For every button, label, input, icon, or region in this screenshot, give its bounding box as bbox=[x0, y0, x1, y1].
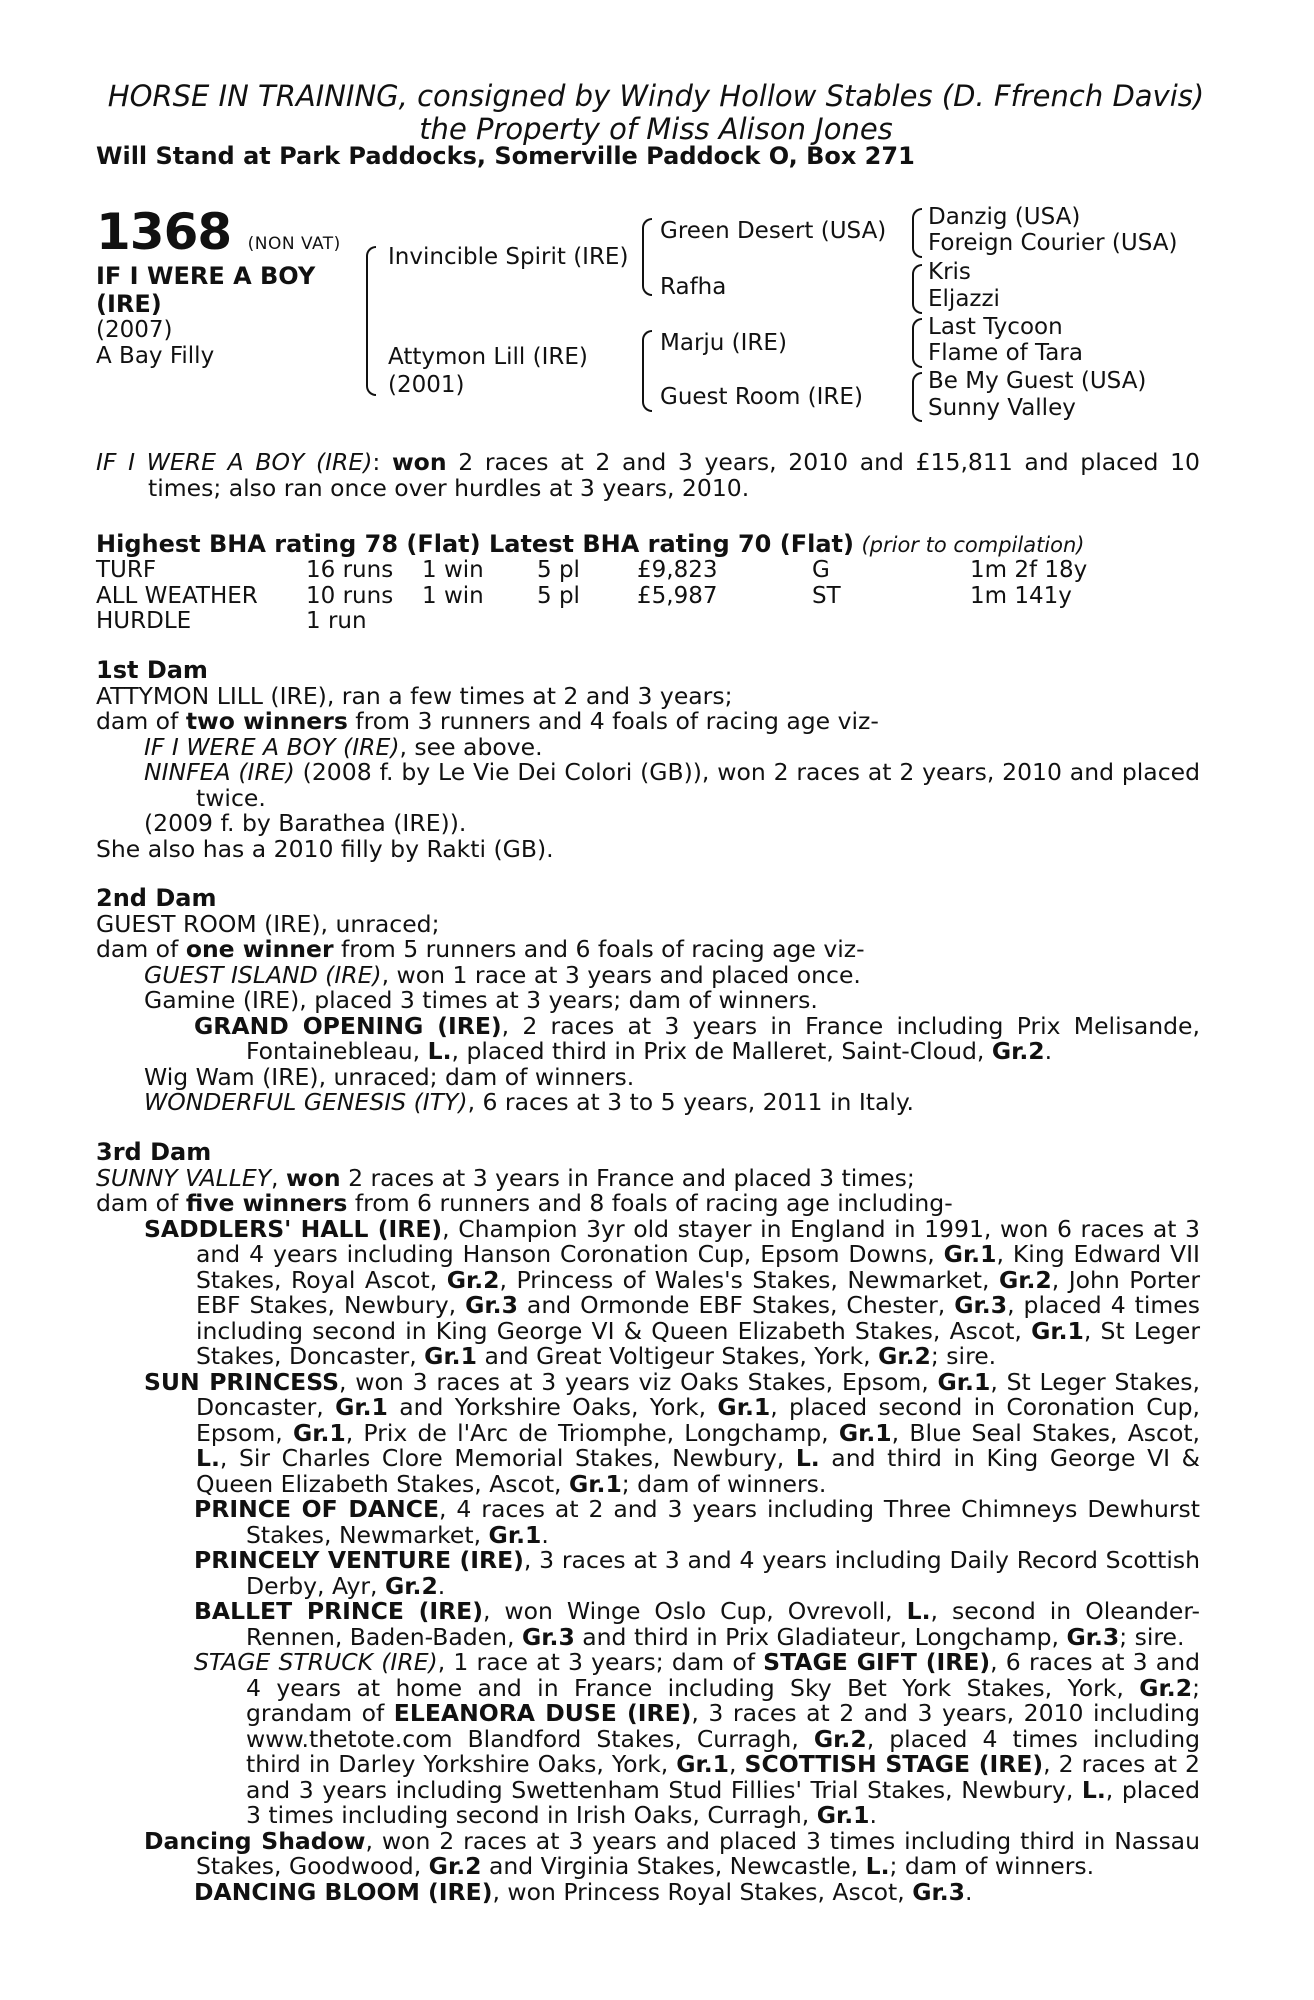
text-run: , Blue Seal Stakes, Ascot, bbox=[891, 1418, 1201, 1447]
text-run: SADDLERS' HALL (IRE) bbox=[144, 1214, 443, 1243]
progeny-saddlers-hall bbox=[96, 1214, 1201, 1370]
text-run: , 4 races at 2 and 3 years including Three Chimneys Dewhurst Stakes, Newmarket, bbox=[246, 1495, 1200, 1549]
text-run: Gr.1 bbox=[838, 1418, 892, 1447]
horse-name bbox=[96, 262, 356, 318]
ratings-heading: Highest BHA rating 78 (Flat) Latest BHA rating 70 (Flat) (prior to compilation) bbox=[96, 530, 1085, 558]
text-run: L. bbox=[1081, 1775, 1106, 1804]
text-run: ; sire. bbox=[1119, 1622, 1185, 1651]
first-dam-title: 1st Dam bbox=[96, 656, 208, 684]
text-run: BALLET PRINCE (IRE) bbox=[194, 1597, 483, 1625]
text-run: , won 2 races at 3 years and placed 3 times including third in Nassau Stakes, Goodwood, bbox=[196, 1826, 1200, 1880]
text-run: , Prix de l'Arc de Triomphe, Longchamp, bbox=[345, 1418, 839, 1447]
race-summary: IF I WERE A BOY (IRE): won 2 races at 2 and 3 years, 2010 and £15,811 and placed 10 times; also ran once over hurdles at 3 years, 2010. bbox=[96, 448, 1200, 502]
horse-name-line2: (IRE) bbox=[96, 290, 162, 318]
progeny-princely-venture bbox=[96, 1548, 1200, 1599]
progeny-stage-struck bbox=[96, 1650, 1200, 1829]
pedigree-brace-ds bbox=[912, 318, 922, 368]
text-run: , placed 3 times including second in Irish Oaks, Curragh, bbox=[246, 1775, 1200, 1829]
progeny-ballet-prince bbox=[96, 1599, 1200, 1650]
text-run: Gr.1 bbox=[717, 1393, 771, 1421]
text-run: . bbox=[541, 1520, 549, 1549]
text-run: , Champion 3yr old stayer in England in 1991, won 6 races at 3 and 4 years including Hanson Coronation Cup, Epsom Downs, bbox=[196, 1214, 1200, 1268]
third-dam-title: 3rd Dam bbox=[96, 1138, 212, 1166]
rating-distance: 1m 2f 18y bbox=[970, 557, 1088, 583]
pedigree-sds: Kris bbox=[928, 259, 971, 285]
pedigree-sdd: Eljazzi bbox=[928, 286, 1000, 312]
text-run: SUN PRINCESS bbox=[144, 1367, 340, 1396]
text-run: , Princess of Wales's Stakes, Newmarket, bbox=[499, 1265, 999, 1294]
pedigree-sss: Danzig (USA) bbox=[928, 204, 1081, 230]
third-dam-section: 3rd Dam SUNNY VALLEY, won 2 races at 3 years in France and placed 3 times; dam of five winners from 6 runners and 8 foals of racing age including- SADDLERS' HALL (IRE), Champion 3yr old stayer in England in 1991, won 6 races at 3 and 4 years including Hanson Coronation Cup, Epsom Downs, Gr.1, King Edward VII Stakes, Royal Ascot, Gr.2, Princess of Wales's Stakes, Newmarket, Gr.2, John Porter EBF Stakes, Newbury, Gr.3 and Ormonde EBF Stakes, Chester, Gr.3, placed 4 times including second in King George VI & Queen Elizabeth Stakes, Ascot, Gr.1, St Leger Stakes, Doncaster, Gr.1 and Great Voltigeur Stakes, York, Gr.2; sire. SUN PRINCESS, won 3 races at 3 years viz Oaks Stakes, Epsom, Gr.1, St Leger Stakes, Doncaster, Gr.1 and Yorkshire Oaks, York, Gr.1, placed second in Coronation Cup, Epsom, Gr.1, Prix de l'Arc de Triomphe, Longchamp, Gr.1, Blue Seal Stakes, Ascot, L., Sir Charles Clore Memorial Stakes, Newbury, L. and third in King George VI & Queen Elizabeth Stakes, Ascot, Gr.1; dam of winners. PRINCE OF DANCE, 4 races at 2 and 3 years including Three Chimneys Dewhurst Stakes, Newmarket, Gr.1. PRINCELY VENTURE (IRE), 3 races at 3 and 4 years including Daily Record Scottish Derby, Ayr, Gr.2. BALLET PRINCE (IRE), won Winge Oslo Cup, Ovrevoll, L., second in Oleander-Rennen, Baden-Baden, Gr.3 and third in Prix Gladiateur, Longchamp, Gr.3; sire. STAGE STRUCK (IRE), 1 race at 3 years; dam of STAGE GIFT (IRE), 6 races at 3 and 4 years at home and in France including Sky Bet York Stakes, York, Gr.2; grandam of ELEANORA DUSE (IRE), 3 races at 2 and 3 years, 2010 including www.thetote.com Blandford Stakes, Curragh, Gr.2, placed 4 times including third in Darley Yorkshire Oaks, York, Gr.1, SCOTTISH STAGE (IRE), 2 races at 2 and 3 years including Swettenham Stud Fillies' Trial Stakes, Newbury, L., placed 3 times including second in Irish Oaks, Curragh, Gr.1. Dancing Shadow, won 2 races at 3 years and placed 3 times including third in Nassau Stakes, Goodwood, Gr.2 and Virginia Stakes, Newcastle, L.; dam of winners. DANCING BLOOM (IRE), won Princess Royal Stakes, Ascot, Gr.3. bbox=[96, 1138, 1201, 1906]
text-run: Dancing Shadow bbox=[144, 1826, 366, 1855]
pedigree-sire-sire: Green Desert (USA) bbox=[660, 218, 887, 244]
text-run: L. bbox=[865, 1852, 890, 1880]
pedigree-ddd: Sunny Valley bbox=[928, 395, 1076, 421]
pedigree-dam: Attymon Lill (IRE) bbox=[388, 344, 588, 370]
text-run: ; grandam of bbox=[246, 1673, 1200, 1727]
pedigree-dsd: Flame of Tara bbox=[928, 340, 1083, 366]
text-run: , placed second in Coronation Cup, Epsom, bbox=[196, 1393, 1200, 1447]
pedigree-sire: Invincible Spirit (IRE) bbox=[388, 244, 629, 270]
pedigree-dam-sire: Marju (IRE) bbox=[660, 330, 787, 356]
progeny-dancing-shadow bbox=[96, 1826, 1200, 1880]
pedigree-sire-dam: Rafha bbox=[660, 274, 727, 300]
text-run: Gr.2 bbox=[813, 1724, 867, 1753]
text-run: and Yorkshire Oaks, York, bbox=[387, 1393, 718, 1421]
text-run: and Ormonde EBF Stakes, Chester, bbox=[517, 1291, 955, 1319]
pedigree-brace-ss bbox=[912, 208, 922, 258]
text-run: STAGE GIFT (IRE) bbox=[763, 1648, 991, 1676]
text-run: , placed 4 times including third in Darley Yorkshire Oaks, York, bbox=[246, 1724, 1200, 1778]
rating-runs: 10 runs bbox=[306, 582, 394, 609]
text-run: . bbox=[437, 1571, 446, 1600]
text-run: Gr.3 bbox=[954, 1291, 1008, 1319]
rating-going: ST bbox=[812, 582, 841, 609]
consignor-line: HORSE IN TRAINING, consigned by Windy Hollow Stables (D. Ffrench Davis) bbox=[107, 79, 1205, 113]
text-run: . bbox=[869, 1801, 877, 1829]
second-dam-section: 2nd Dam GUEST ROOM (IRE), unraced; dam of one winner from 5 runners and 6 foals of racing age viz- GUEST ISLAND (IRE), won 1 race at 3 years and placed once. Gamine (IRE), placed 3 times at 3 years; dam of winners. GRAND OPENING (IRE), 2 races at 3 years in France including Prix Melisande, Fontainebleau, L., placed third in Prix de Malleret, Saint-Cloud, Gr.2. Wig Wam (IRE), unraced; dam of winners. WONDERFUL GENESIS (ITY), 6 races at 3 to 5 years, 2011 in Italy. bbox=[96, 884, 1200, 1116]
rating-wins: 1 win bbox=[422, 557, 484, 583]
pedigree-ssd: Foreign Courier (USA) bbox=[928, 230, 1178, 256]
horse-name-line1: IF I WERE A BOY bbox=[96, 262, 316, 290]
text-run: Gr.1 bbox=[676, 1750, 730, 1778]
text-run: Gr.2 bbox=[998, 1265, 1052, 1294]
text-run: and Great Voltigeur Stakes, York, bbox=[476, 1342, 879, 1370]
progeny-prince-of-dance bbox=[96, 1497, 1200, 1548]
rating-surface: ALL WEATHER bbox=[96, 582, 258, 609]
text-run: Gr.1 bbox=[1031, 1316, 1084, 1345]
text-run: , won Princess Royal Stakes, Ascot, bbox=[492, 1877, 913, 1906]
text-run: Gr.2 bbox=[1139, 1673, 1193, 1702]
text-run: Gr.2 bbox=[428, 1852, 482, 1880]
rating-runs: 16 runs bbox=[306, 557, 394, 583]
stand-location: Will Stand at Park Paddocks, Somerville Paddock O, Box 271 bbox=[96, 142, 915, 170]
rating-going: G bbox=[812, 557, 830, 583]
second-dam-title: 2nd Dam bbox=[96, 884, 217, 912]
owner-line: the Property of Miss Alison Jones bbox=[419, 112, 893, 146]
text-run: , John Porter EBF Stakes, Newbury, bbox=[196, 1265, 1200, 1319]
text-run: SCOTTISH STAGE (IRE) bbox=[744, 1750, 1044, 1778]
text-run: , 3 races at 2 and 3 years, 2010 including www.thetote.com Blandford Stakes, Curragh, bbox=[246, 1699, 1200, 1753]
pedigree-dss: Last Tycoon bbox=[928, 314, 1063, 340]
text-run: DANCING BLOOM (IRE) bbox=[194, 1877, 493, 1906]
text-run: , won 3 races at 3 years viz Oaks Stakes, Epsom, bbox=[339, 1367, 938, 1396]
rating-prize: £5,987 bbox=[637, 582, 718, 609]
text-run: Gr.2 bbox=[384, 1571, 438, 1600]
text-run: , won Winge Oslo Cup, Ovrevoll, bbox=[482, 1597, 907, 1625]
text-run: Gr.1 bbox=[943, 1240, 997, 1268]
text-run: Gr.1 bbox=[424, 1342, 477, 1370]
rating-distance: 1m 141y bbox=[970, 582, 1072, 609]
text-run: ; dam of winners. bbox=[621, 1469, 827, 1498]
lot-number-value: 1368 bbox=[96, 203, 232, 261]
rating-surface: HURDLE bbox=[96, 608, 192, 634]
pedigree-brace-dam bbox=[642, 330, 652, 412]
text-run: Gr.1 bbox=[488, 1520, 542, 1549]
text-run: Gr.2 bbox=[878, 1342, 931, 1370]
text-run: , St Leger Stakes, Doncaster, bbox=[196, 1316, 1201, 1370]
text-run: Gr.3 bbox=[465, 1291, 518, 1319]
text-run: L. bbox=[906, 1597, 931, 1625]
pedigree-brace-sd bbox=[912, 264, 922, 314]
summary-horse-name: IF I WERE A BOY (IRE) bbox=[96, 448, 373, 476]
first-dam-section: 1st Dam ATTYMON LILL (IRE), ran a few times at 2 and 3 years; dam of two winners from 3 runners and 4 foals of racing age viz- IF I WERE A BOY (IRE), see above. NINFEA (IRE) (2008 f. by Le Vie Dei Colori (GB)), won 2 races at 2 years, 2010 and placed twice. (2009 f. by Barathea (IRE)). She also has a 2010 filly by Rakti (GB). bbox=[96, 656, 1200, 863]
pedigree-dam-dam: Guest Room (IRE) bbox=[660, 384, 863, 410]
text-run: STAGE STRUCK (IRE) bbox=[194, 1648, 438, 1676]
text-run: PRINCELY VENTURE (IRE) bbox=[194, 1546, 524, 1574]
text-run: , Sir Charles Clore Memorial Stakes, Newbury, bbox=[219, 1444, 796, 1472]
pedigree-brace-sire bbox=[642, 218, 652, 296]
rating-runs: 1 run bbox=[306, 608, 367, 634]
progeny-sun-princess bbox=[96, 1367, 1201, 1498]
pedigree-brace-main bbox=[366, 246, 376, 396]
rating-placed: 5 pl bbox=[537, 582, 580, 609]
horse-description: A Bay Filly bbox=[96, 343, 215, 369]
text-run: , 6 races at 3 and 4 years at home and in France including Sky Bet York Stakes, York, bbox=[246, 1648, 1201, 1702]
rating-wins: 1 win bbox=[422, 582, 484, 609]
pedigree-dam-year: (2001) bbox=[388, 372, 465, 398]
text-run: Gr.3 bbox=[912, 1877, 966, 1906]
text-run: , second in Oleander-Rennen, Baden-Baden, bbox=[246, 1597, 1200, 1651]
text-run: , St Leger Stakes, Doncaster, bbox=[196, 1367, 1201, 1421]
text-run: L. bbox=[196, 1444, 220, 1472]
text-run: Gr.1 bbox=[292, 1418, 346, 1447]
text-run: Gr.1 bbox=[335, 1393, 388, 1421]
progeny-dancing-bloom bbox=[96, 1877, 1200, 1906]
text-run: Gr.2 bbox=[446, 1265, 500, 1294]
text-run: Gr.1 bbox=[816, 1801, 870, 1829]
rating-prize: £9,823 bbox=[637, 557, 718, 583]
foaling-year: (2007) bbox=[96, 317, 173, 343]
text-run: , placed 4 times including second in King George VI & Queen Elizabeth Stakes, Ascot, bbox=[196, 1291, 1200, 1345]
text-run: , 1 race at 3 years; dam of bbox=[437, 1648, 764, 1676]
text-run: ; sire. bbox=[930, 1342, 997, 1370]
text-run: L. bbox=[795, 1444, 820, 1472]
text-run: , bbox=[729, 1750, 745, 1778]
text-run: PRINCE OF DANCE bbox=[194, 1495, 440, 1523]
text-run: ELEANORA DUSE (IRE) bbox=[393, 1699, 692, 1727]
text-run: Gr.3 bbox=[521, 1622, 575, 1651]
rating-placed: 5 pl bbox=[537, 557, 580, 583]
vat-status: (NON VAT) bbox=[247, 234, 341, 254]
text-run: , 3 races at 3 and 4 years including Daily Record Scottish Derby, Ayr, bbox=[246, 1546, 1200, 1600]
text-run: and third in King George VI & Queen Elizabeth Stakes, Ascot, bbox=[196, 1444, 1201, 1498]
pedigree-dds: Be My Guest (USA) bbox=[928, 368, 1147, 394]
text-run: and Virginia Stakes, Newcastle, bbox=[481, 1852, 866, 1880]
text-run: and third in Prix Gladiateur, Longchamp, bbox=[574, 1622, 1067, 1651]
text-run: Gr.3 bbox=[1066, 1622, 1120, 1651]
text-run: , 2 races at 2 and 3 years including Swettenham Stud Fillies' Trial Stakes, Newbury, bbox=[246, 1750, 1200, 1804]
text-run: ; dam of winners. bbox=[889, 1852, 1095, 1880]
text-run: Gr.1 bbox=[937, 1367, 991, 1396]
text-run: . bbox=[965, 1877, 973, 1906]
text-run: , King Edward VII Stakes, Royal Ascot, bbox=[196, 1240, 1200, 1294]
pedigree-brace-dd bbox=[912, 372, 922, 422]
text-run: Gr.1 bbox=[568, 1469, 622, 1498]
rating-surface: TURF bbox=[96, 557, 157, 583]
